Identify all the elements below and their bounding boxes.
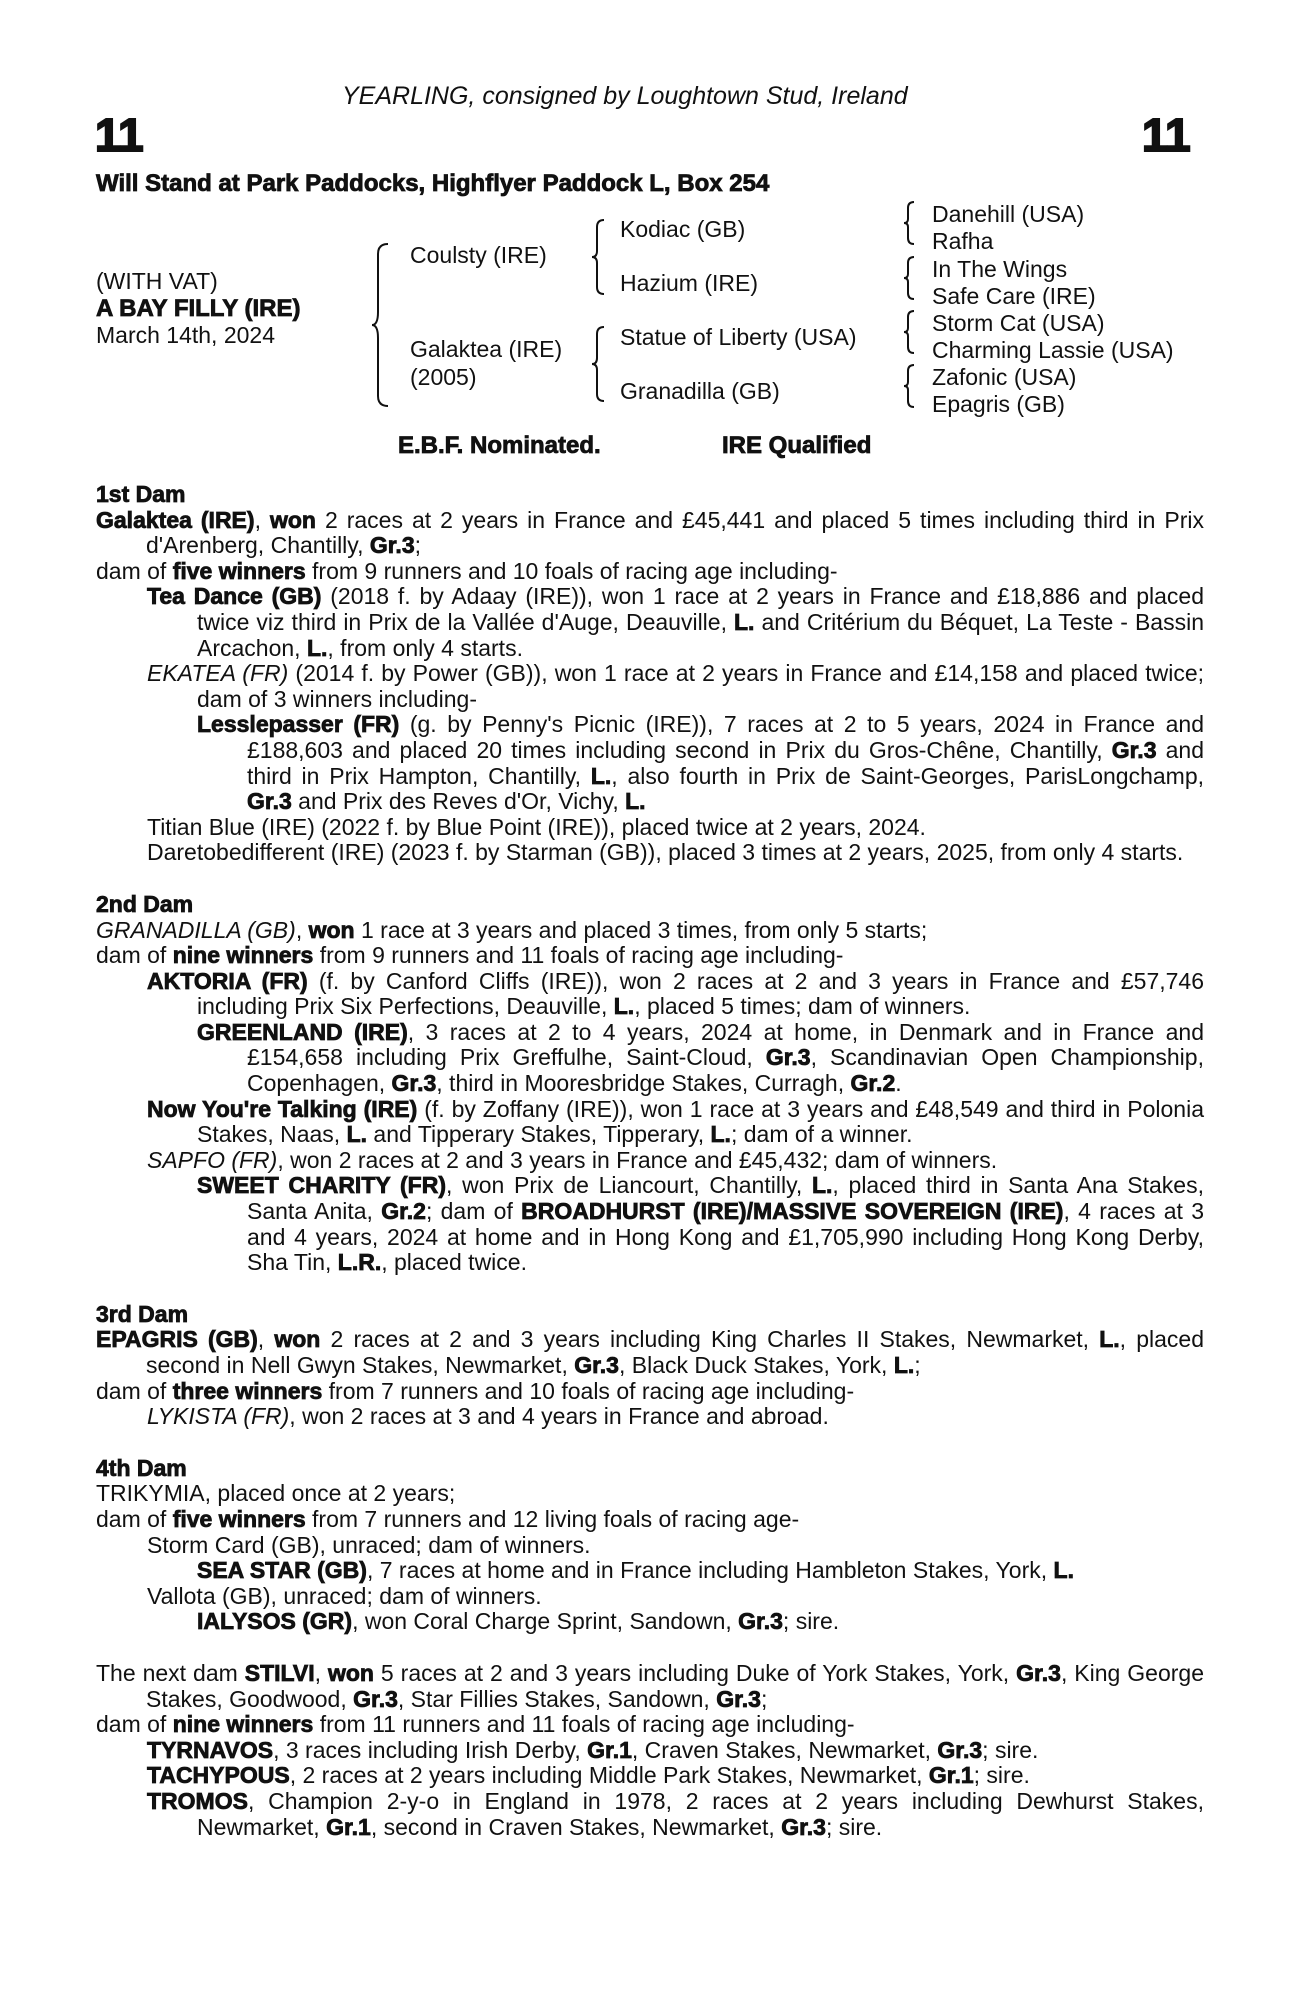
bold-text: L.: [590, 762, 612, 789]
text-run: ;: [760, 1685, 768, 1712]
ire-qualified: IRE Qualified: [722, 432, 872, 459]
bold-text: AKTORIA (FR): [147, 967, 308, 994]
produce-entry: [96, 1533, 1204, 1559]
text-run: Storm Card (GB), unraced; dam of winners.: [147, 1531, 591, 1558]
text-run: ; sire.: [825, 1813, 883, 1840]
bold-text: Gr.3: [716, 1685, 761, 1712]
text-run: ;: [914, 1352, 921, 1378]
pedigree-brace-sire: [590, 218, 608, 296]
bold-text: Gr.2: [850, 1070, 896, 1097]
bold-text: L.: [613, 993, 635, 1020]
pedigree-g4: Safe Care (IRE): [932, 283, 1096, 309]
text-run: , Star Fillies Stakes, Sandown,: [397, 1685, 717, 1712]
text-run: Vallota (GB), unraced; dam of winners.: [147, 1582, 542, 1609]
text-run: ,: [295, 916, 309, 943]
text-run: ,: [254, 506, 270, 533]
dam-record: [96, 508, 1204, 559]
text-run: ; dam of: [425, 1198, 522, 1225]
bold-text: nine winners: [172, 1711, 314, 1738]
bold-text: Lesslepasser (FR): [197, 711, 400, 738]
text-run: dam of: [96, 942, 173, 969]
bold-text: five winners: [172, 1505, 306, 1532]
text-run: and Tipperary Stakes, Tipperary,: [367, 1121, 711, 1148]
bold-text: won: [308, 916, 355, 943]
produce-entry: [96, 1558, 1204, 1584]
text-run: Titian Blue (IRE) (2022 f. by Blue Point (IRE)), placed twice at 2 years, 2024.: [147, 813, 926, 840]
pedigree-dam-sire: Statue of Liberty (USA): [620, 324, 857, 350]
text-run: ,: [314, 1659, 328, 1686]
text-run: The next dam: [96, 1659, 245, 1686]
text-run: dam of: [96, 1505, 173, 1532]
bold-text: Gr.3: [1016, 1659, 1061, 1686]
pedigree-brace-g56: [902, 309, 918, 355]
bold-text: won: [269, 506, 316, 533]
text-run: dam of: [96, 557, 173, 584]
text-run: , placed twice.: [381, 1249, 527, 1276]
text-run: dam of: [96, 1377, 173, 1404]
bold-text: Gr.3: [765, 1044, 811, 1071]
pedigree-g5: Storm Cat (USA): [932, 310, 1105, 336]
bold-text: Gr.3: [937, 1736, 983, 1763]
dam-produce-summary: [96, 559, 1204, 585]
text-run: from 9 runners and 11 foals of racing age including-: [313, 942, 844, 969]
text-run: , won Prix de Liancourt, Chantilly,: [446, 1172, 812, 1199]
bold-text: Gr.3: [369, 532, 415, 559]
pedigree-brace-main: [370, 240, 392, 410]
text-run: , third in Mooresbridge Stakes, Curragh,: [436, 1070, 851, 1097]
section-fourth-dam: [96, 1456, 1204, 1635]
section-heading: 4th Dam: [96, 1454, 187, 1481]
bold-text: five winners: [172, 557, 306, 584]
pedigree-g1: Danehill (USA): [932, 201, 1085, 227]
text-run: , placed third in Santa Ana Stakes, Santa Anita,: [247, 1172, 1204, 1225]
text-run: , won 2 races at 3 and 4 years in France and abroad.: [289, 1403, 829, 1430]
bold-text: L.: [346, 1121, 368, 1148]
bold-text: TROMOS: [147, 1787, 248, 1814]
bold-text: Galaktea (IRE): [96, 506, 255, 533]
bold-text: Now You're Talking (IRE): [147, 1095, 418, 1122]
text-run: TRIKYMIA, placed once at 2 years;: [96, 1480, 456, 1507]
italic-text: GRANADILLA (GB): [96, 916, 296, 943]
text-run: , 4 races at 3 and 4 years, 2024 at home and in Hong Kong and £1,705,990 including Hong Kong Derby, Sha Tin,: [247, 1198, 1204, 1276]
bold-text: L.R.: [337, 1249, 382, 1276]
bold-text: won: [327, 1659, 374, 1686]
bold-text: SWEET CHARITY (FR): [197, 1172, 446, 1199]
dam-produce-summary: [96, 943, 1204, 969]
section-heading: 2nd Dam: [96, 890, 194, 917]
produce-entry: [96, 969, 1204, 1020]
lot-number-right: 11: [1142, 109, 1191, 161]
text-run: 5 races at 2 and 3 years including Duke of York Stakes, York,: [373, 1659, 1017, 1686]
text-run: Daretobedifferent (IRE) (2023 f. by Starman (GB)), placed 3 times at 2 years, 2025, from only 4 starts.: [147, 839, 1184, 866]
text-run: , 2 races at 2 years including Middle Park Stakes, Newmarket,: [289, 1762, 929, 1789]
pedigree-dam-dam: Granadilla (GB): [620, 378, 780, 404]
bold-text: Gr.1: [928, 1762, 974, 1789]
text-run: and Prix des Reves d'Or, Vichy,: [291, 788, 626, 815]
text-run: , placed 5 times; dam of winners.: [634, 993, 971, 1020]
catalogue-body: [96, 482, 1204, 1866]
text-run: , also fourth in Prix de Saint-Georges, ParisLongchamp,: [611, 762, 1204, 789]
bold-text: Gr.3: [574, 1352, 619, 1378]
date-of-birth: March 14th, 2024: [96, 322, 276, 348]
text-run: , placed second in Nell Gwyn Stakes, Newmarket,: [146, 1326, 1204, 1378]
pedigree-sire: Coulsty (IRE): [410, 242, 547, 268]
bold-text: Gr.3: [781, 1813, 826, 1840]
pedigree-sire-dam: Hazium (IRE): [620, 270, 759, 296]
produce-entry: [96, 1020, 1204, 1097]
text-run: , won Coral Charge Sprint, Sandown,: [352, 1608, 739, 1635]
bold-text: won: [274, 1326, 321, 1353]
dam-record: [96, 1661, 1204, 1712]
pedigree-brace-g12: [902, 200, 918, 246]
bold-text: Gr.3: [738, 1608, 783, 1635]
text-run: 1 race at 3 years and placed 3 times, from only 5 starts;: [354, 916, 928, 943]
section-third-dam: [96, 1302, 1204, 1430]
lot-number-left: 11: [95, 109, 144, 161]
section-next-dam: [96, 1661, 1204, 1840]
text-run: , Black Duck Stakes, York,: [618, 1352, 894, 1378]
bold-text: L.: [710, 1121, 731, 1148]
text-run: from 11 runners and 11 foals of racing age including-: [313, 1711, 855, 1738]
produce-entry: [96, 661, 1204, 712]
italic-text: LYKISTA (FR): [147, 1403, 290, 1430]
text-run: ; sire.: [782, 1608, 840, 1635]
pedigree-g7: Zafonic (USA): [932, 364, 1077, 390]
text-run: , won 2 races at 2 and 3 years in France and £45,432; dam of winners.: [277, 1146, 998, 1173]
text-run: (2014 f. by Power (GB)), won 1 race at 2 years in France and £14,158 and placed twice; dam of 3 winners including-: [197, 660, 1205, 712]
pedigree-brace-g34: [902, 255, 918, 301]
text-run: (g. by Penny's Picnic (IRE)), 7 races at 2 to 5 years, 2024 in France and £188,603 and placed 20 times including second in Prix du Gros-Chêne, Chantilly,: [247, 711, 1204, 763]
text-run: , 3 races at 2 to 4 years, 2024 at home, in Denmark and in France and £154,658 including Prix Greffulhe, Saint-Cloud,: [247, 1018, 1204, 1071]
produce-entry: [96, 1609, 1204, 1635]
dam-record: [96, 918, 1204, 944]
bold-text: L.: [306, 634, 328, 661]
text-run: , second in Craven Stakes, Newmarket,: [370, 1813, 782, 1840]
section-second-dam: [96, 892, 1204, 1276]
text-run: (f. by Zoffany (IRE)), won 1 race at 3 years and £48,549 and third in Polonia Stakes, Naas,: [197, 1095, 1204, 1148]
produce-entry: [96, 1173, 1204, 1275]
bold-text: L.: [625, 788, 646, 815]
bold-text: TACHYPOUS: [147, 1762, 290, 1789]
produce-entry: [96, 1584, 1204, 1610]
bold-text: SEA STAR (GB): [197, 1557, 367, 1584]
section-heading: 3rd Dam: [96, 1300, 189, 1327]
text-run: , from only 4 starts.: [327, 634, 523, 661]
dam-produce-summary: [96, 1712, 1204, 1738]
text-run: .: [895, 1070, 902, 1097]
section-heading: 1st Dam: [96, 481, 186, 507]
text-run: from 9 runners and 10 foals of racing age including-: [305, 557, 838, 584]
bold-text: EPAGRIS (GB): [96, 1326, 258, 1353]
bold-text: Gr.2: [381, 1198, 426, 1225]
pedigree-brace-dam: [590, 325, 608, 403]
pedigree-g8: Epagris (GB): [932, 391, 1065, 417]
produce-entry: [96, 1404, 1204, 1430]
text-run: ; sire.: [973, 1762, 1030, 1789]
text-run: and third in Prix Hampton, Chantilly,: [247, 736, 1205, 789]
bold-text: L.: [1099, 1326, 1120, 1353]
produce-entry: [96, 1789, 1204, 1840]
produce-entry: [96, 712, 1204, 814]
italic-text: SAPFO (FR): [147, 1146, 278, 1173]
text-run: and Critérium du Béquet, La Teste - Bassin Arcachon,: [197, 608, 1204, 661]
produce-entry: [96, 584, 1204, 661]
text-run: , 3 races including Irish Derby,: [273, 1736, 588, 1763]
bold-text: Gr.1: [587, 1736, 632, 1763]
vat-note: (WITH VAT): [96, 268, 218, 294]
pedigree-sire-sire: Kodiac (GB): [620, 216, 746, 242]
bold-text: Gr.3: [353, 1685, 398, 1712]
text-run: , Champion 2-y-o in England in 1978, 2 races at 2 years including Dewhurst Stakes, Newmarket,: [197, 1787, 1204, 1840]
bold-text: three winners: [172, 1377, 323, 1404]
text-run: (2018 f. by Adaay (IRE)), won 1 race at 2 years in France and £18,886 and placed twice viz third in Prix de la Vallée d'Auge, Deauville,: [197, 583, 1204, 635]
text-run: , King George Stakes, Goodwood,: [146, 1659, 1205, 1712]
produce-entry: [96, 1738, 1204, 1764]
dam-produce-summary: [96, 1379, 1204, 1405]
bold-text: L.: [893, 1352, 915, 1378]
dam-record: [96, 1327, 1204, 1378]
bold-text: Gr.1: [326, 1813, 371, 1840]
bold-text: Gr.3: [1111, 736, 1157, 763]
text-run: from 7 runners and 12 living foals of racing age-: [305, 1505, 800, 1532]
produce-entry: [96, 1148, 1204, 1174]
italic-text: EKATEA (FR): [147, 660, 289, 687]
bold-text: Gr.3: [391, 1070, 437, 1097]
bold-text: STILVI: [244, 1659, 315, 1686]
bold-text: BROADHURST (IRE)/MASSIVE SOVEREIGN (IRE): [521, 1198, 1064, 1225]
consignment-line: YEARLING, consigned by Loughtown Stud, Ireland: [342, 82, 908, 110]
horse-name: A BAY FILLY (IRE): [96, 295, 301, 322]
pedigree-dam: Galaktea (IRE): [410, 336, 563, 362]
produce-entry: [96, 815, 1204, 841]
bold-text: L.: [734, 608, 755, 635]
produce-entry: [96, 1763, 1204, 1789]
text-run: from 7 runners and 10 foals of racing age including-: [322, 1377, 855, 1404]
text-run: ; dam of a winner.: [730, 1121, 913, 1148]
pedigree-dam-year: (2005): [410, 364, 477, 390]
dam-record: [96, 1481, 1204, 1507]
text-run: (f. by Canford Cliffs (IRE)), won 2 races at 2 and 3 years in France and £57,746 including Prix Six Perfections, Deauville,: [197, 967, 1205, 1020]
pedigree-g6: Charming Lassie (USA): [932, 337, 1174, 363]
produce-entry: [96, 1097, 1204, 1148]
text-run: , Scandinavian Open Championship, Copenhagen,: [247, 1044, 1204, 1097]
section-first-dam: [96, 482, 1204, 866]
pedigree-brace-g78: [902, 363, 918, 409]
text-run: ; sire.: [982, 1736, 1039, 1763]
text-run: 2 races at 2 and 3 years including King Charles II Stakes, Newmarket,: [320, 1326, 1100, 1353]
bold-text: IALYSOS (GR): [197, 1608, 353, 1635]
stand-location: Will Stand at Park Paddocks, Highflyer Paddock L, Box 254: [96, 170, 770, 197]
dam-produce-summary: [96, 1507, 1204, 1533]
text-run: ;: [414, 532, 422, 559]
bold-text: L.: [1053, 1557, 1074, 1584]
bold-text: Tea Dance (GB): [147, 583, 322, 610]
ebf-nominated: E.B.F. Nominated.: [398, 432, 601, 459]
text-run: 2 races at 2 years in France and £45,441 and placed 5 times including third in Prix d'Arenberg, Chantilly,: [146, 506, 1205, 559]
bold-text: TYRNAVOS: [147, 1736, 274, 1763]
bold-text: nine winners: [172, 942, 314, 969]
pedigree-g3: In The Wings: [932, 256, 1068, 282]
text-run: ,: [257, 1326, 275, 1353]
bold-text: Gr.3: [247, 788, 292, 815]
pedigree-g2: Rafha: [932, 228, 994, 254]
text-run: , Craven Stakes, Newmarket,: [631, 1736, 938, 1763]
text-run: , 7 races at home and in France including Hambleton Stakes, York,: [366, 1557, 1054, 1584]
bold-text: GREENLAND (IRE): [197, 1018, 408, 1045]
text-run: dam of: [96, 1711, 173, 1738]
produce-entry: [96, 840, 1204, 866]
bold-text: L.: [811, 1172, 833, 1199]
